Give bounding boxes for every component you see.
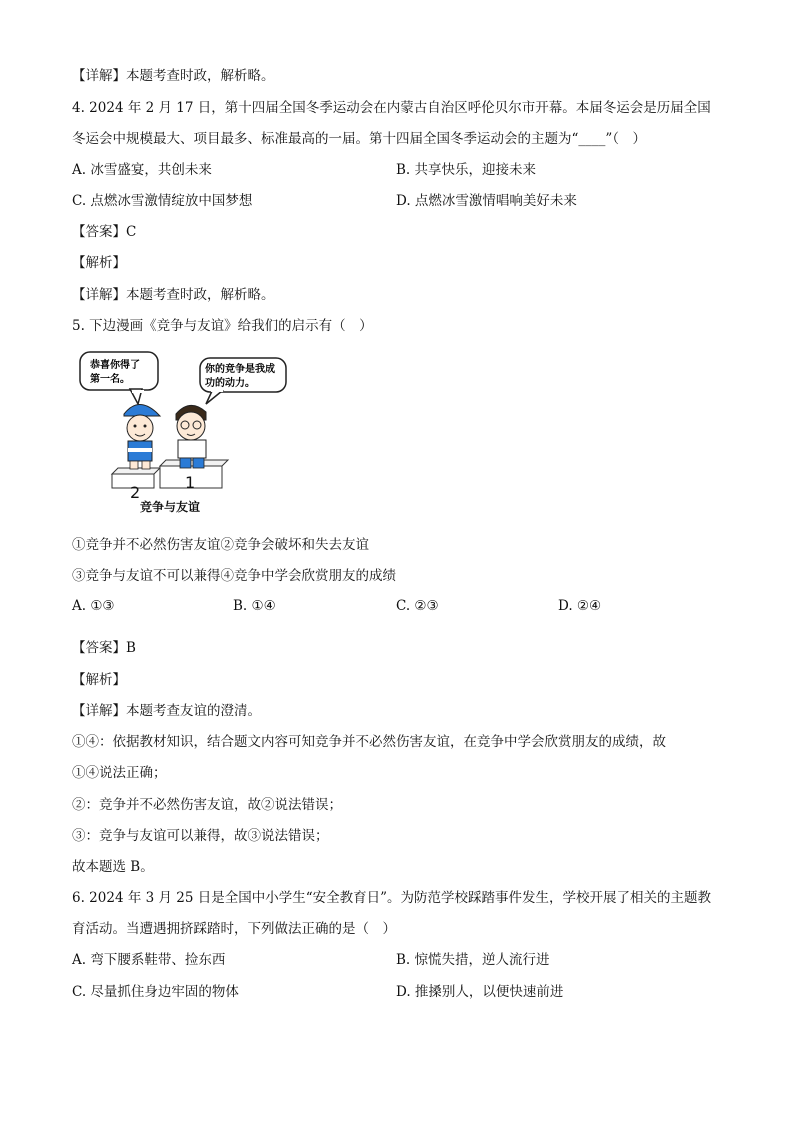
question-5-option-b: B. ①④ xyxy=(233,598,276,614)
question-5-analysis-heading: 【解析】 xyxy=(72,672,126,688)
question-6-stem-line-1: 6. 2024 年 3 月 25 日是全国中小学生“安全教育日”。为防范学校踩踏事件发生，学校开展了相关的主题教 xyxy=(72,890,712,906)
question-5-option-a: A. ①③ xyxy=(72,598,115,614)
bubble-right-line-2: 功的动力。 xyxy=(205,378,255,389)
question-5-explanation-line-4: ③：竞争与友谊可以兼得，故③说法错误； xyxy=(72,828,329,844)
question-6-option-d: D. 推搡别人，以便快速前进 xyxy=(396,984,564,1000)
question-4-option-a: A. 冰雪盛宴，共创未来 xyxy=(72,162,212,178)
question-5-explanation-line-1: ①④：依据教材知识，结合题文内容可知竞争并不必然伤害友谊，在竞争中学会欣赏朋友的成绩，故 xyxy=(72,734,666,750)
podium xyxy=(112,460,228,502)
question-5-explanation-line-3: ②：竞争并不必然伤害友谊，故②说法错误； xyxy=(72,797,342,813)
question-6-stem-line-2: 育活动。当遭遇拥挤踩踏时，下列做法正确的是（ ） xyxy=(72,921,396,937)
question-5-option-c: C. ②③ xyxy=(396,598,439,614)
question-4-stem-line-2: 冬运会中规模最大、项目最多、标准最高的一届。第十四届全国冬季运动会的主题为“____”（ ） xyxy=(72,131,647,147)
boy-in-cap xyxy=(124,404,160,469)
question-4-option-b: B. 共享快乐，迎接未来 xyxy=(396,162,537,178)
question-5-statements-line-2: ③竞争与友谊不可以兼得④竞争中学会欣赏朋友的成绩 xyxy=(72,568,396,584)
podium-number-1: 1 xyxy=(185,473,196,492)
question-5-stem: 5. 下边漫画《竞争与友谊》给我们的启示有（ ） xyxy=(72,318,373,334)
question-4-analysis-heading: 【解析】 xyxy=(72,255,126,271)
question-5-option-d: D. ②④ xyxy=(558,598,602,614)
cartoon-illustration xyxy=(72,348,302,520)
question-6-option-a: A. 弯下腰系鞋带、捡东西 xyxy=(72,952,226,968)
question-6-option-b: B. 惊慌失措，逆人流行进 xyxy=(396,952,550,968)
question-5-statements-line-1: ①竞争并不必然伤害友谊②竞争会破坏和失去友谊 xyxy=(72,537,369,553)
bubble-right-line-1: 你的竞争是我成 xyxy=(205,364,275,375)
question-5-conclusion: 故本题选 B。 xyxy=(72,859,154,875)
question-6-option-c: C. 尽量抓住身边牢固的物体 xyxy=(72,984,239,1000)
explanation-line: 【详解】本题考查时政，解析略。 xyxy=(72,68,275,84)
bubble-left-line-1: 恭喜你得了 xyxy=(90,360,140,371)
question-5-explanation-line-2: ①④说法正确； xyxy=(72,765,167,781)
speech-bubble-right-tail xyxy=(206,391,222,404)
question-4-option-d: D. 点燃冰雪激情唱响美好未来 xyxy=(396,193,577,209)
bubble-left-line-2: 第一名。 xyxy=(90,374,130,385)
question-4-stem-line-1: 4. 2024 年 2 月 17 日，第十四届全国冬季运动会在内蒙古自治区呼伦贝尔市开幕。本届冬运会是历届全国 xyxy=(72,100,711,116)
question-5-answer: 【答案】B xyxy=(72,640,136,656)
question-4-option-c: C. 点燃冰雪激情绽放中国梦想 xyxy=(72,193,253,209)
question-5-explanation: 【详解】本题考查友谊的澄清。 xyxy=(72,703,261,719)
question-4-explanation: 【详解】本题考查时政，解析略。 xyxy=(72,287,275,303)
cartoon-competition-friendship xyxy=(72,348,302,520)
boy-with-glasses xyxy=(176,405,206,468)
cartoon-caption: 竞争与友谊 xyxy=(140,500,201,514)
question-4-answer: 【答案】C xyxy=(72,224,137,240)
podium-number-2: 2 xyxy=(130,483,141,502)
